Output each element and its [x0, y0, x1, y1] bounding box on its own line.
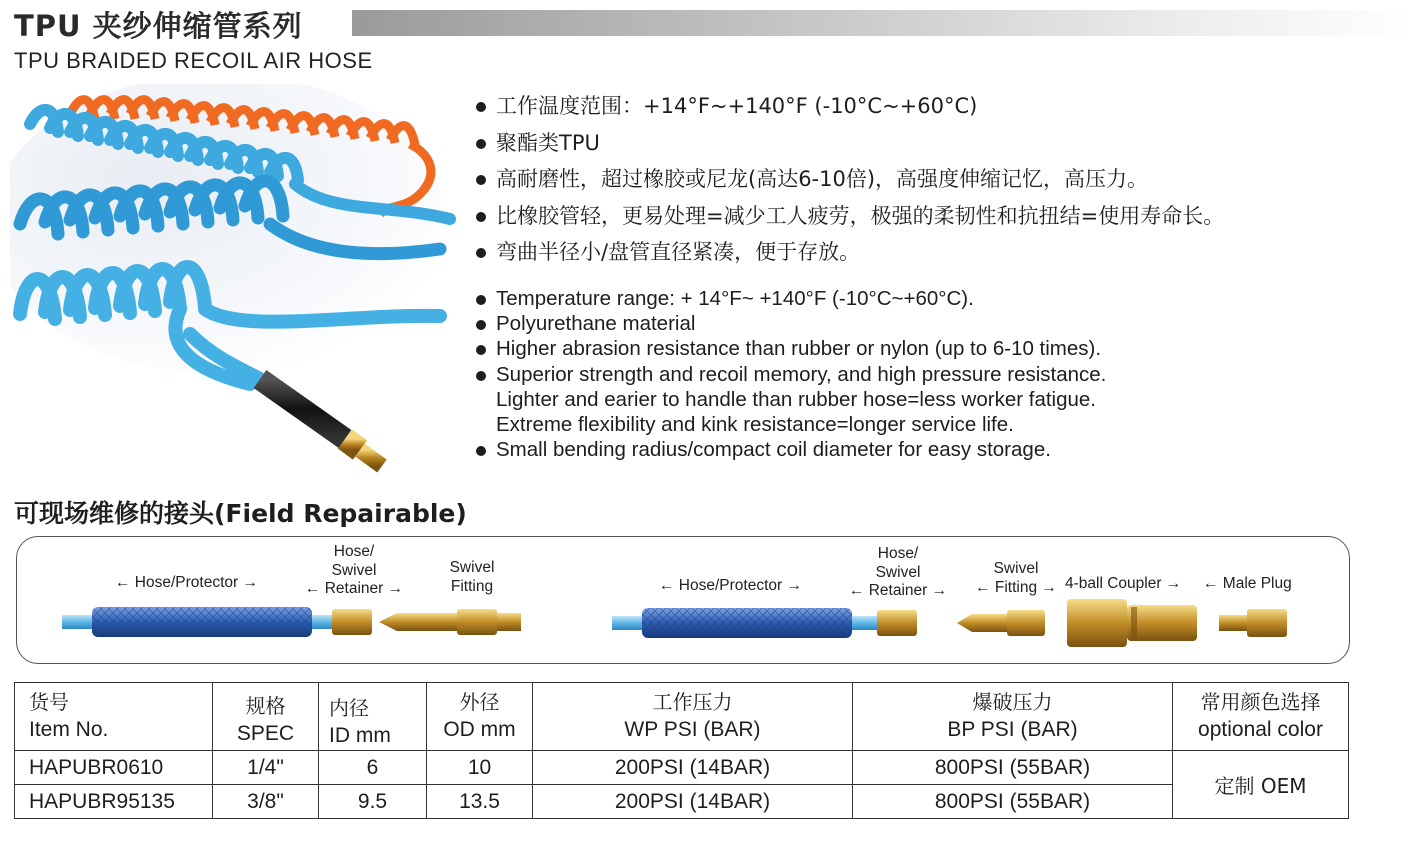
cell-item-no: HAPUBR0610 — [15, 751, 213, 785]
label-male-plug: ← Male Plug — [1203, 575, 1292, 592]
cell-id: 6 — [319, 751, 427, 785]
section-title-field-repairable: 可现场维修的接头(Field Repairable) — [14, 499, 467, 528]
feature-zh-item: 弯曲半径小/盘管直径紧凑，便于存放。 — [472, 234, 1224, 271]
feature-en-item: Extreme flexibility and kink resistance=longer service life. — [496, 413, 1014, 437]
feature-en-item: Higher abrasion resistance than rubber or nylon (up to 6-10 times). — [472, 336, 1106, 361]
cell-spec: 1/4" — [213, 751, 319, 785]
title-decoration-bar — [352, 10, 1412, 36]
fittings-diagram — [16, 536, 1350, 664]
page-title: TPU 夹纱伸缩管系列 — [14, 9, 303, 43]
feature-zh-item: 比橡胶管轻，更易处理=减少工人疲劳，极强的柔韧性和抗扭结=使用寿命长。 — [472, 198, 1224, 235]
cell-spec: 3/8" — [213, 785, 319, 819]
spec-table — [14, 682, 1349, 819]
col-header-wp: 工作压力 WP PSI (BAR) — [533, 683, 853, 751]
feature-en-item: Small bending radius/compact coil diameter for easy storage. — [472, 437, 1106, 462]
feature-en-item: Superior strength and recoil memory, and high pressure resistance. — [472, 362, 1106, 387]
cell-od: 10 — [427, 751, 533, 785]
cell-item-no: HAPUBR95135 — [15, 785, 213, 819]
feature-en-item: Temperature range: + 14°F~ +140°F (-10°C~+60°C). — [472, 286, 1106, 311]
cell-id: 9.5 — [319, 785, 427, 819]
label-retainer: Hose/ Swivel ← Retainer → — [304, 543, 404, 597]
table-row — [15, 751, 1349, 785]
label-4-ball-coupler: 4-ball Coupler → — [1065, 575, 1182, 592]
cell-bp: 800PSI (55BAR) — [853, 751, 1173, 785]
feature-en-item: Lighter and earier to handle than rubber hose=less worker fatigue. — [496, 387, 1097, 411]
left-fitting-assembly — [57, 597, 537, 647]
features-en-list — [472, 286, 1106, 462]
cell-wp: 200PSI (14BAR) — [533, 785, 853, 819]
cell-od: 13.5 — [427, 785, 533, 819]
label-hose-protector: ← Hose/Protector → — [115, 574, 258, 591]
label-retainer-right: Hose/ Swivel ← Retainer → — [848, 545, 948, 599]
feature-en-item: Polyurethane material — [472, 311, 1106, 336]
cell-color-option: 定制 OEM — [1173, 751, 1349, 819]
features-zh-list — [472, 88, 1224, 271]
col-header-id: 内径 ID mm — [319, 683, 427, 751]
feature-zh-item: 工作温度范围：+14°F~+140°F (-10°C~+60°C) — [472, 88, 1224, 125]
cell-wp: 200PSI (14BAR) — [533, 751, 853, 785]
table-row — [15, 785, 1349, 819]
col-header-od: 外径 OD mm — [427, 683, 533, 751]
label-swivel-fitting-right: Swivel ← Fitting → — [975, 560, 1057, 596]
col-header-color: 常用颜色选择 optional color — [1173, 683, 1349, 751]
label-hose-protector-right: ← Hose/Protector → — [659, 577, 802, 594]
page-subtitle: TPU BRAIDED RECOIL AIR HOSE — [14, 48, 373, 73]
col-header-item-no: 货号 Item No. — [15, 683, 213, 751]
col-header-bp: 爆破压力 BP PSI (BAR) — [853, 683, 1173, 751]
hose-product-image — [10, 84, 460, 484]
col-header-spec: 规格 SPEC — [213, 683, 319, 751]
right-fitting-assembly — [607, 595, 1307, 651]
cell-bp: 800PSI (55BAR) — [853, 785, 1173, 819]
label-swivel-fitting: Swivel Fitting — [449, 559, 495, 595]
feature-zh-item: 聚酯类TPU — [472, 125, 1224, 162]
feature-zh-item: 高耐磨性，超过橡胶或尼龙(高达6-10倍)，高强度伸缩记忆，高压力。 — [472, 161, 1224, 198]
table-header-row — [15, 683, 1349, 751]
